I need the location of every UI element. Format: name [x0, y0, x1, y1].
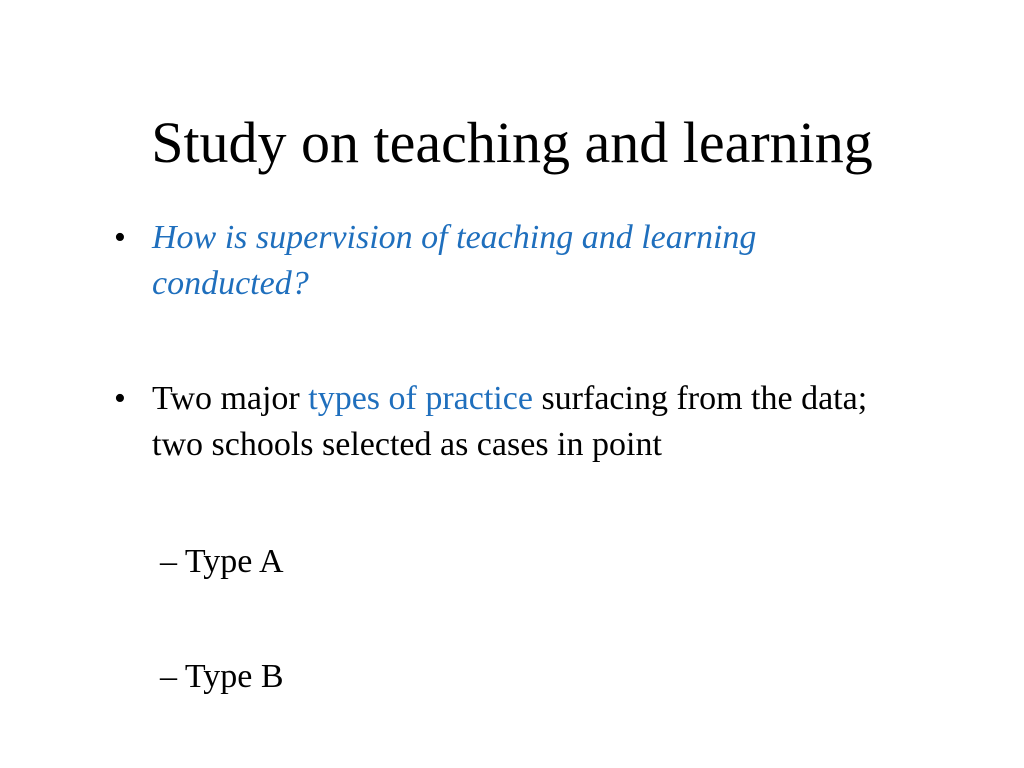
bullet-text-before: Two major: [152, 380, 309, 417]
bullet-practice-text: [152, 376, 912, 468]
bullet-highlight: types of practice: [308, 380, 533, 417]
slide-title: Study on teaching and learning: [151, 110, 873, 175]
sub-bullet-type-b-text: Type B: [184, 658, 284, 695]
bullet-question-text: How is supervision of teaching and learning conducted?: [152, 219, 757, 302]
sub-bullet-type-b: [160, 654, 284, 700]
bullet-marker: •: [114, 380, 126, 417]
bullet-text-after: surfacing from the data; two schools selected as cases in point: [152, 380, 868, 463]
sub-bullet-type-a: [160, 539, 284, 585]
sub-bullet-marker: –: [160, 658, 177, 695]
sub-bullet-type-a-text: Type A: [184, 543, 284, 580]
sub-bullet-marker: –: [160, 543, 177, 580]
bullet-marker: •: [114, 219, 126, 256]
